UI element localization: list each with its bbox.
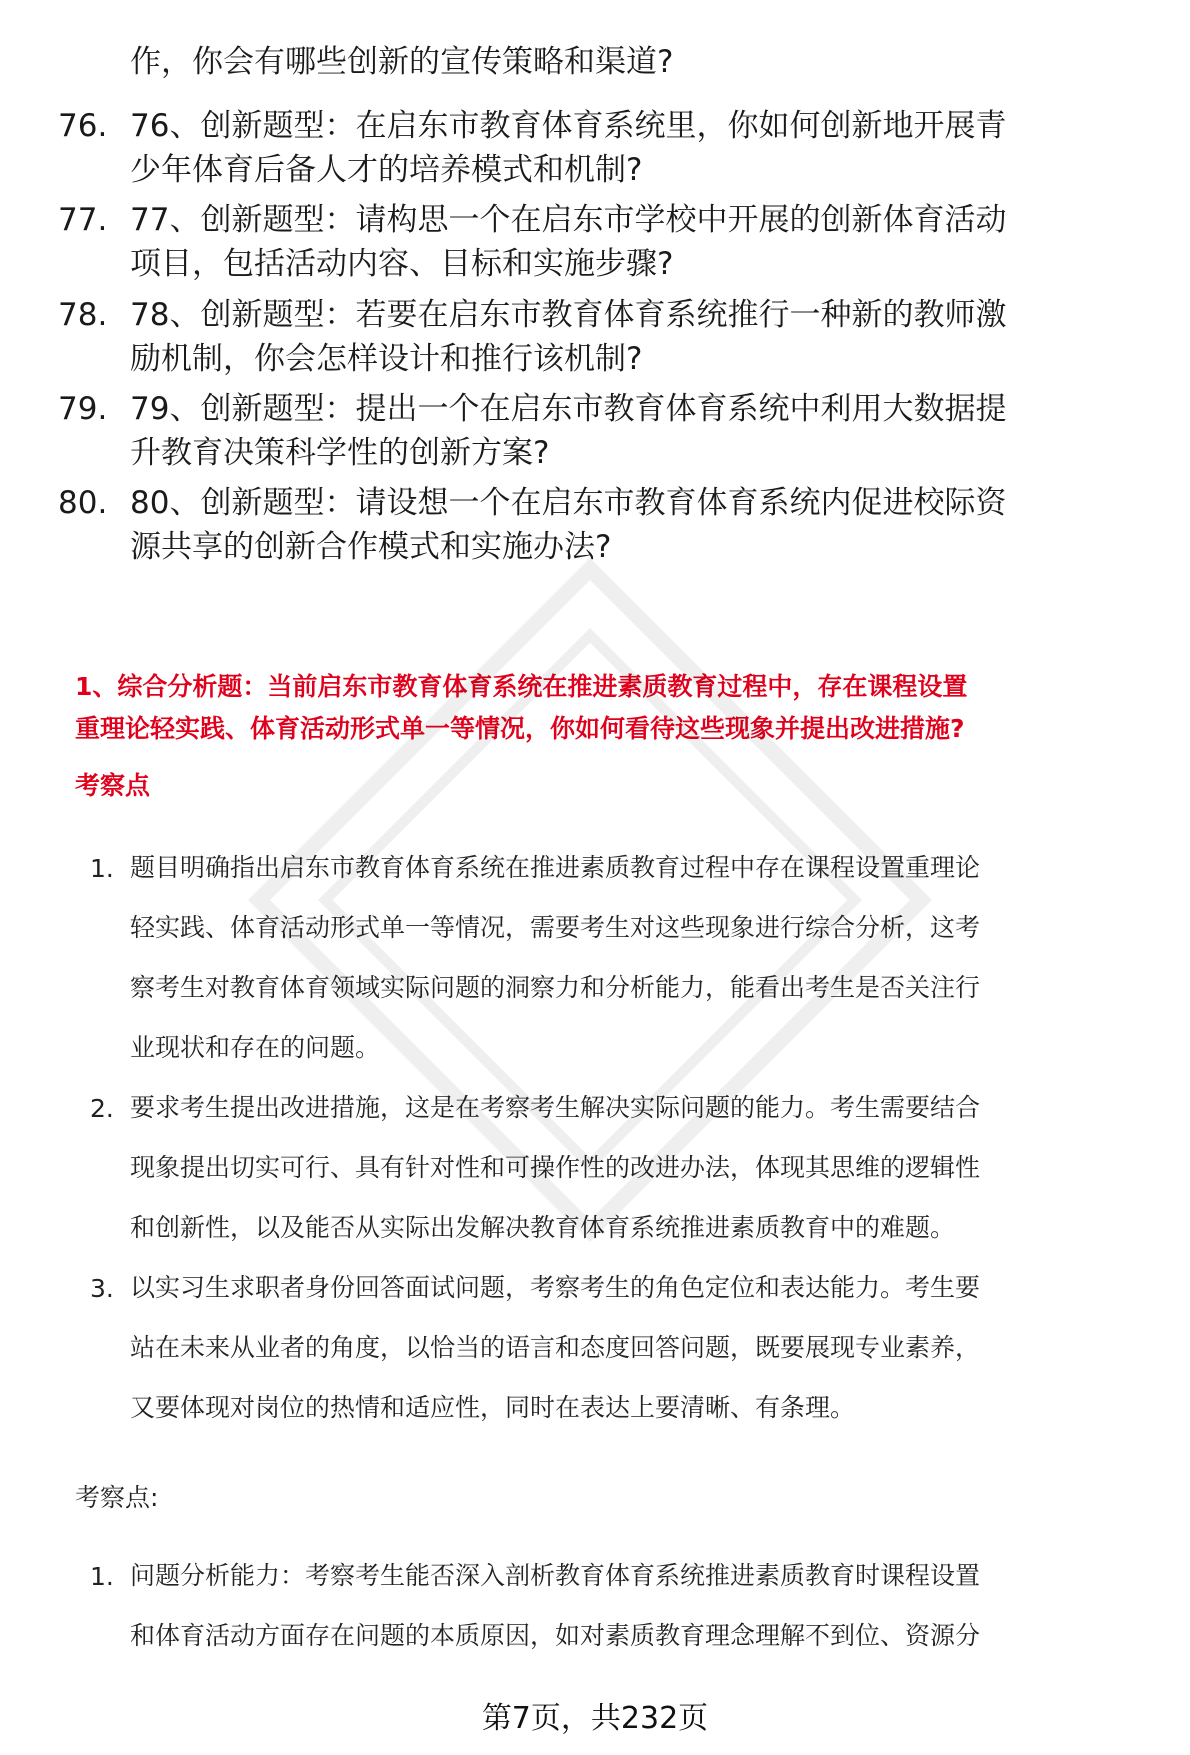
list-item-line: 又要体现对岗位的热情和适应性，同时在表达上要清晰、有条理。 — [130, 1393, 856, 1422]
question-line: 升教育决策科学性的创新方案? — [130, 435, 550, 471]
question-number: 76. — [58, 108, 108, 144]
question-line: 80、创新题型：请设想一个在启东市教育体育系统内促进校际资 — [130, 485, 1007, 521]
question-line: 77、创新题型：请构思一个在启东市学校中开展的创新体育活动 — [130, 202, 1007, 238]
continuation-text: 作，你会有哪些创新的宣传策略和渠道? — [130, 44, 674, 80]
question-line: 76、创新题型：在启东市教育体育系统里，你如何创新地开展青 — [130, 108, 1007, 144]
section-title — [75, 666, 1145, 750]
exam-points-list-2 — [90, 1546, 1160, 1666]
question-line: 79、创新题型：提出一个在启东市教育体育系统中利用大数据提 — [130, 391, 1007, 427]
list-item-number: 1. — [90, 854, 114, 883]
question-continuation — [58, 40, 1158, 84]
list-item-number: 1. — [90, 1562, 114, 1591]
question-item-79 — [58, 387, 1158, 475]
section-title-line: 1、综合分析题：当前启东市教育体育系统在推进素质教育过程中，存在课程设置 — [75, 672, 968, 701]
list-item-line: 题目明确指出启东市教育体育系统在推进素质教育过程中存在课程设置重理论 — [130, 853, 981, 882]
question-number: 78. — [58, 297, 108, 333]
list-item-line: 轻实践、体育活动形式单一等情况，需要考生对这些现象进行综合分析，这考 — [130, 913, 981, 942]
question-line: 项目，包括活动内容、目标和实施步骤? — [130, 246, 674, 282]
list-item-line: 站在未来从业者的角度，以恰当的语言和态度回答问题，既要展现专业素养， — [130, 1333, 981, 1362]
question-item-76 — [58, 104, 1158, 192]
list-item-line: 要求考生提出改进措施，这是在考察考生解决实际问题的能力。考生需要结合 — [130, 1093, 981, 1122]
question-line: 源共享的创新合作模式和实施办法? — [130, 529, 612, 565]
list-item — [90, 1258, 1160, 1438]
list-item-line: 和创新性，以及能否从实际出发解决教育体育系统推进素质教育中的难题。 — [130, 1213, 956, 1242]
list-item-line: 和体育活动方面存在问题的本质原因，如对素质教育理念理解不到位、资源分 — [130, 1621, 981, 1650]
list-item-number: 3. — [90, 1274, 114, 1303]
page-footer: 第7页，共232页 — [481, 1701, 709, 1736]
question-item-78 — [58, 293, 1158, 381]
question-number: 80. — [58, 485, 108, 521]
question-number: 79. — [58, 391, 108, 427]
list-item-number: 2. — [90, 1094, 114, 1123]
question-line: 少年体育后备人才的培养模式和机制? — [130, 152, 643, 188]
section-subtitle: 考察点 — [75, 771, 151, 800]
question-number: 77. — [58, 202, 108, 238]
list-item-line: 以实习生求职者身份回答面试问题，考察考生的角色定位和表达能力。考生要 — [130, 1273, 981, 1302]
exam-points-list — [90, 838, 1160, 1438]
question-line: 励机制，你会怎样设计和推行该机制? — [130, 341, 643, 377]
list-item-line: 问题分析能力：考察考生能否深入剖析教育体育系统推进素质教育时课程设置 — [130, 1561, 981, 1590]
list-item-line: 现象提出切实可行、具有针对性和可操作性的改进办法，体现其思维的逻辑性 — [130, 1153, 981, 1182]
list-item — [90, 838, 1160, 1078]
list-item — [90, 1078, 1160, 1258]
question-item-80 — [58, 481, 1158, 569]
list-item — [90, 1546, 1160, 1666]
section-title-line: 重理论轻实践、体育活动形式单一等情况，你如何看待这些现象并提出改进措施? — [75, 714, 965, 743]
list-item-line: 察考生对教育体育领域实际问题的洞察力和分析能力，能看出考生是否关注行 — [130, 973, 981, 1002]
question-item-77 — [58, 198, 1158, 286]
list-item-line: 业现状和存在的问题。 — [130, 1033, 381, 1062]
question-line: 78、创新题型：若要在启东市教育体育系统推行一种新的教师激 — [130, 297, 1007, 333]
plain-heading: 考察点: — [75, 1483, 159, 1512]
